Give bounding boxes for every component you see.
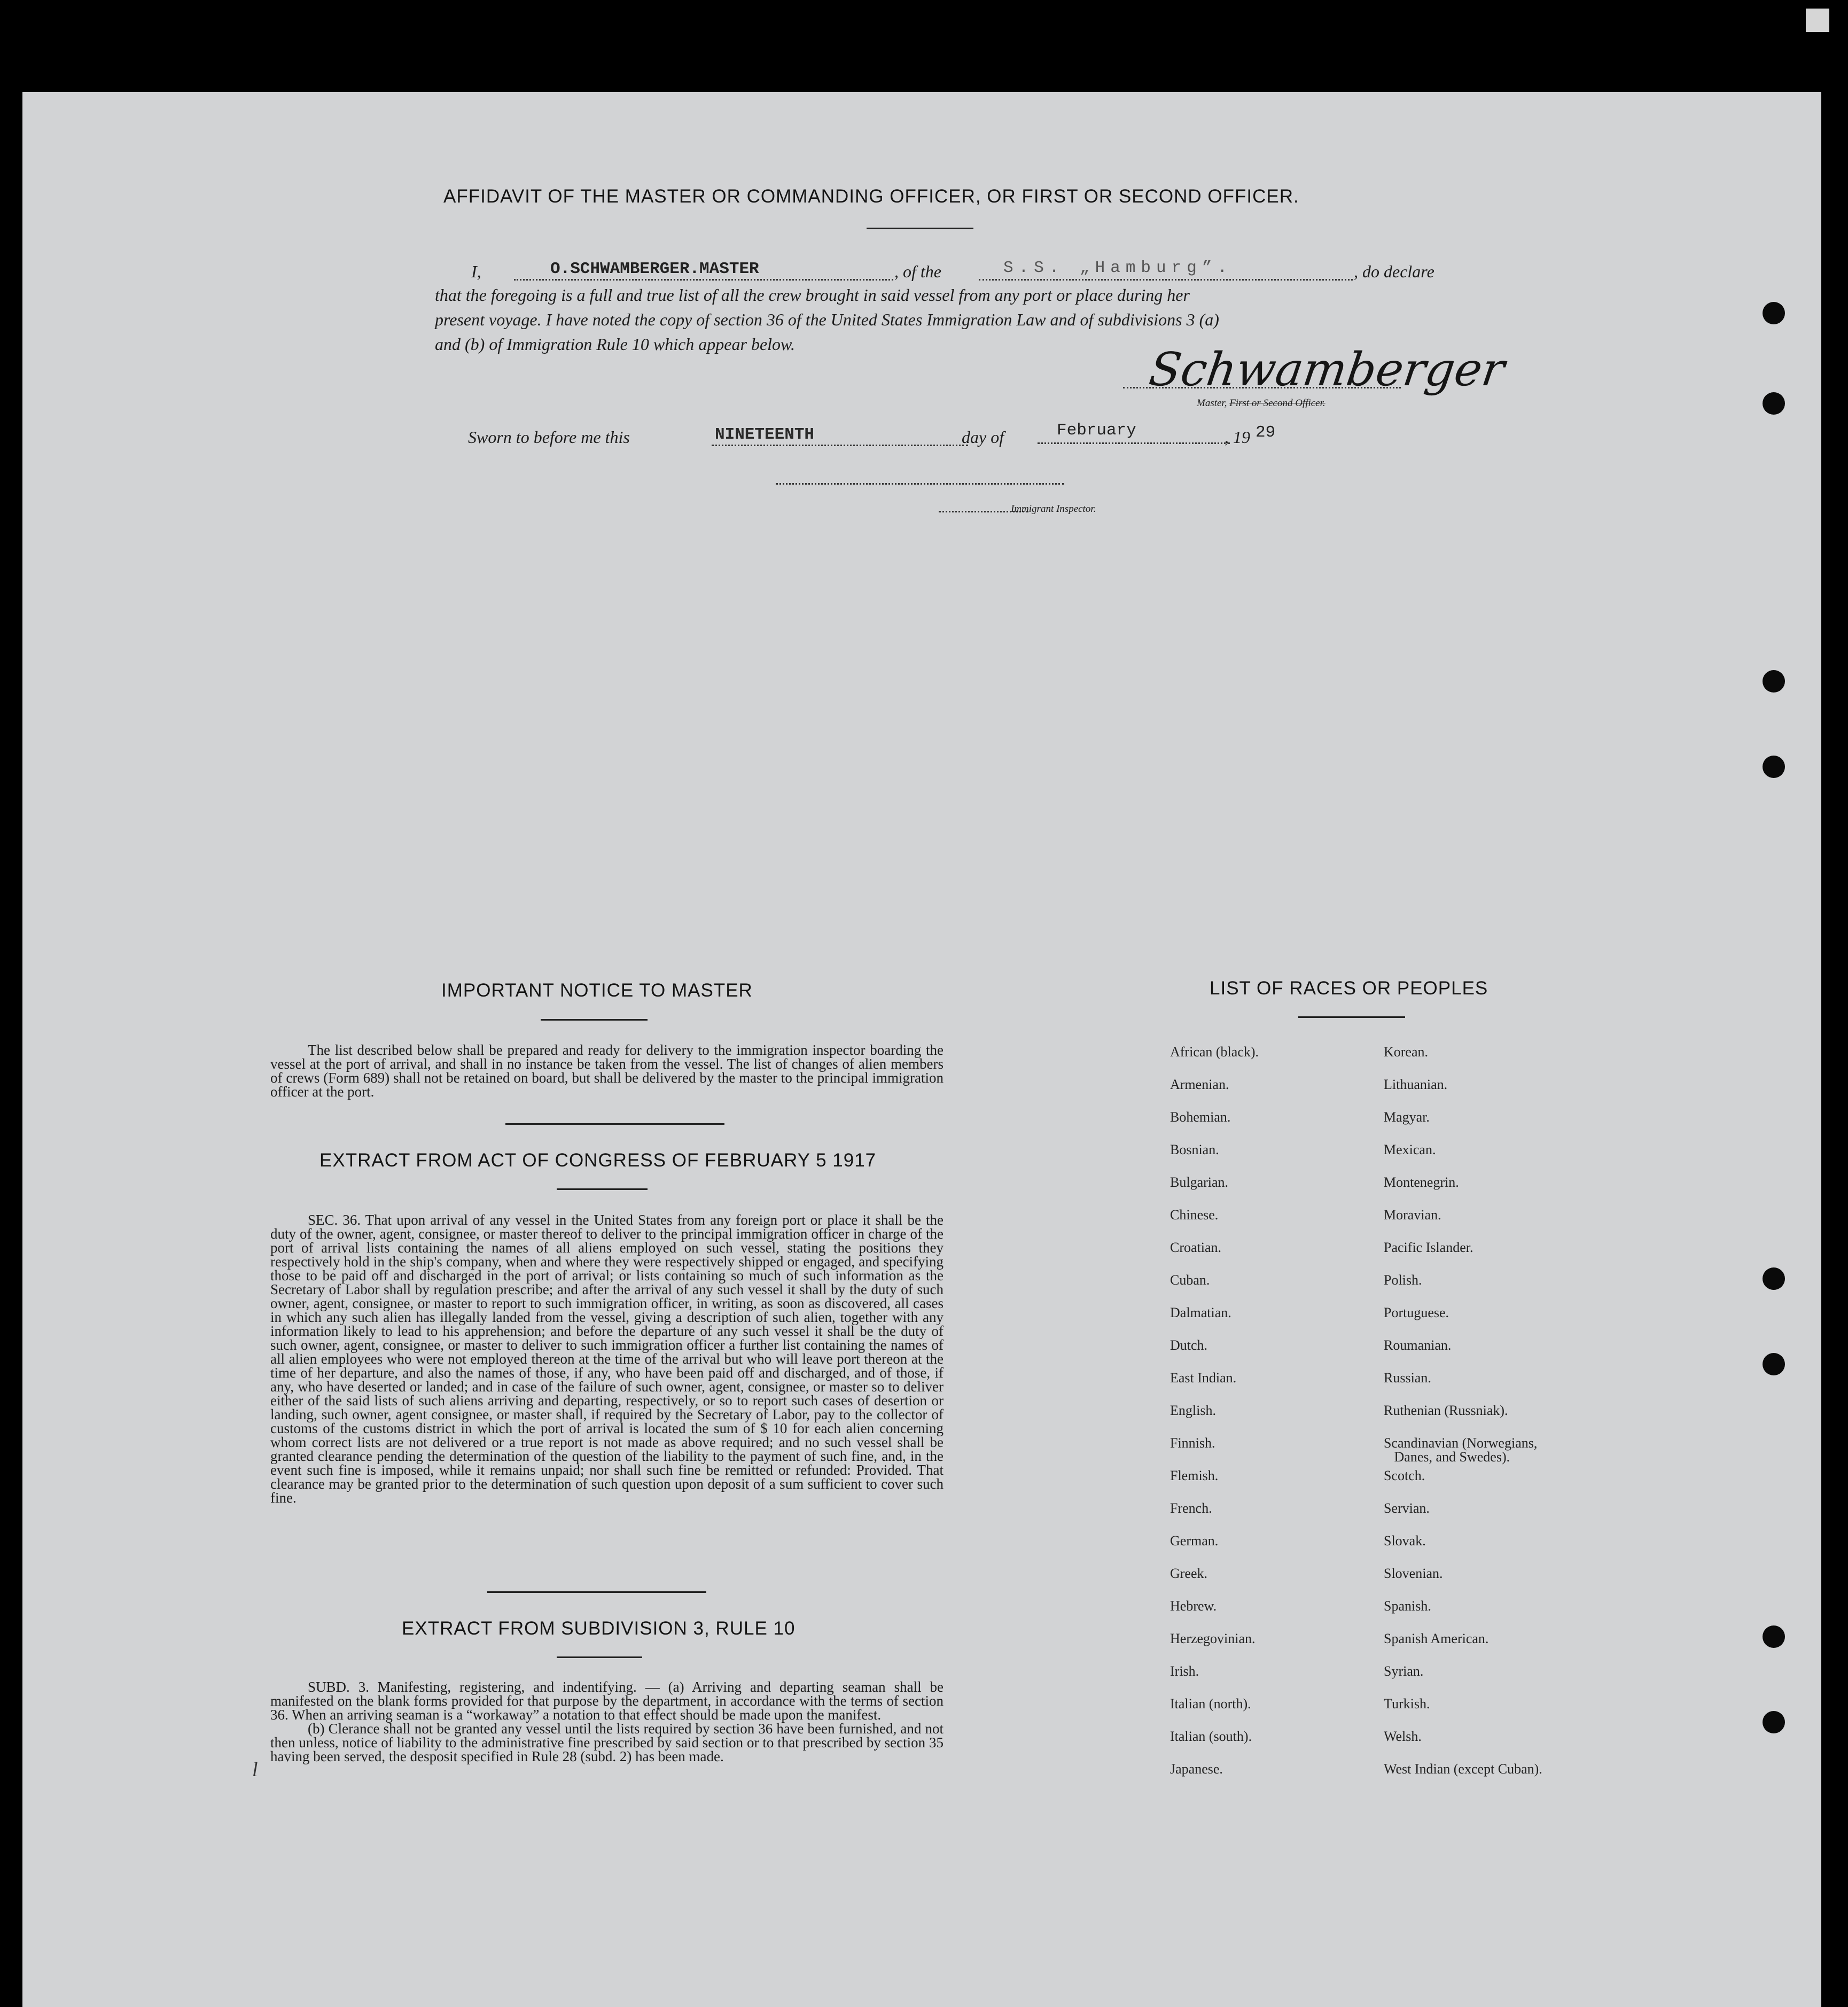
race-item: Greek.: [1170, 1566, 1208, 1581]
race-item: Ruthenian (Russniak).: [1384, 1403, 1508, 1418]
race-item: Pacific Islander.: [1384, 1240, 1473, 1255]
punch-hole: [1763, 1711, 1785, 1733]
name-line: [514, 279, 893, 281]
race-item: Dalmatian.: [1170, 1305, 1231, 1320]
sworn-prefix: Sworn to before me this: [468, 427, 630, 447]
punch-hole: [1763, 1625, 1785, 1648]
act-underline: [557, 1188, 648, 1190]
sworn-day-entry: NINETEENTH: [715, 425, 815, 444]
race-item: Italian (south).: [1170, 1729, 1252, 1744]
vessel-line: [979, 279, 1353, 281]
race-item: Flemish.: [1170, 1468, 1219, 1483]
affidavit-i-label: I,: [471, 262, 481, 281]
race-item: Chinese.: [1170, 1207, 1219, 1223]
document-page: [22, 92, 1821, 2007]
signer-caption-struck: First or Second Officer.: [1229, 398, 1325, 409]
race-item: Italian (north).: [1170, 1696, 1251, 1712]
race-item: Montenegrin.: [1384, 1174, 1459, 1190]
race-item: West Indian (except Cuban).: [1384, 1761, 1542, 1777]
affidavit-title: AFFIDAVIT OF THE MASTER OR COMMANDING OFFICER, OR FIRST OR SECOND OFFICER.: [443, 186, 1299, 207]
races-underline: [1298, 1016, 1405, 1018]
margin-mark: l: [252, 1759, 258, 1781]
race-item: Japanese.: [1170, 1761, 1223, 1777]
race-item: African (black).: [1170, 1044, 1259, 1060]
affidavit-line-3: present voyage. I have noted the copy of section 36 of the United States Immigration Law and of subdivisions 3 (a): [435, 310, 1219, 329]
race-item: Mexican.: [1384, 1142, 1436, 1157]
do-declare-label: , do declare: [1354, 262, 1434, 281]
race-item: Syrian.: [1384, 1663, 1424, 1679]
day-of-label: day of: [962, 427, 1004, 447]
punch-hole: [1763, 756, 1785, 778]
race-item: Herzegovinian.: [1170, 1631, 1256, 1646]
master-signature: Schwamberger: [1145, 343, 1508, 396]
race-item: Turkish.: [1384, 1696, 1430, 1712]
notice-paragraph: The list described below shall be prepared and ready for delivery to the immigration inspector boarding the vessel at the port of arrival, and shall in no instance be taken from the vessel. The list of changes of alien members of crews (Form 689) shall not be retained on board, but shall be delivered by the master to the principal immigration officer at the port.: [270, 1042, 944, 1100]
race-item: Portuguese.: [1384, 1305, 1449, 1320]
race-item: Slovenian.: [1384, 1566, 1443, 1581]
race-item: Croatian.: [1170, 1240, 1222, 1255]
race-item: English.: [1170, 1403, 1216, 1418]
race-item: Polish.: [1384, 1272, 1422, 1288]
registration-mark: [1806, 9, 1829, 32]
notice-text: [270, 1043, 944, 1099]
notice-title: IMPORTANT NOTICE TO MASTER: [441, 980, 753, 1001]
title-underline: [867, 228, 973, 229]
act-title: EXTRACT FROM ACT OF CONGRESS OF FEBRUARY 5 1917: [319, 1150, 877, 1171]
race-item: Scotch.: [1384, 1468, 1425, 1483]
race-item: Moravian.: [1384, 1207, 1441, 1223]
punch-hole: [1763, 670, 1785, 693]
race-item: Russian.: [1384, 1370, 1431, 1386]
rule-paragraph-a: SUBD. 3. Manifesting, registering, and indentifying. — (a) Arriving and departing seaman shall be manifested on the blank forms provided for that purpose by the department, in accordance with the terms of section 36. When an arriving seaman is a “workaway” a notation to that effect should be made upon the manifest.: [270, 1679, 944, 1723]
sworn-month-line: [1038, 442, 1230, 444]
race-item: Servian.: [1384, 1500, 1430, 1516]
inspector-signature-line: [776, 483, 1064, 485]
race-item: Magyar.: [1384, 1109, 1430, 1125]
act-divider: [487, 1591, 706, 1593]
act-paragraph: SEC. 36. That upon arrival of any vessel in the United States from any foreign port or place it shall be the duty of the owner, agent, consignee, or master thereof to deliver to the principal immigration officer in charge of the port of arrival lists containing the names of all aliens employed on such vessel, stating the positions they respectively hold in the ship's company, when and where they were respectively shipped or engaged, and specifying those to be paid off and discharged in the port of arrival; or lists containing so much of such information as the Secretary of Labor shall by regulation prescribe; and after the arrival of any such vessel it shall by the duty of such owner, agent, consignee, or master to report to such immigration officer, in writing, as soon as discovered, all cases in which any such alien has illegally landed from the vessel, giving a description of such alien, together with any information likely to lead to his apprehension; and before the departure of any such vessel it shall be the duty of such owner, agent, consignee, or master to deliver to such immigration officer a further list containing the names of all alien employees who were not employed thereon at the time of the arrival but who will leave port thereon at the time of her departure, and also the names of those, if any, who have been paid off and discharged, and of those, if any, who have deserted or landed; and in case of the failure of such owner, agent, consignee, or master so to deliver either of the said lists of such aliens arriving and departing, respectively, or so to report such cases of desertion or landing, such owner, agent consignee, or master shall, if required by the Secretary of Labor, pay to the collector of customs of the customs district in which the port of arrival is located the sum of $ 10 for each alien concerning whom correct lists are not delivered or a true report is not made as above required; and no such vessel shall be granted clearance pending the determination of the question of the liability to the payment of such fine, and, in the event such fine is imposed, while it remains unpaid; nor shall such fine be remitted or refunded: Provided. That clearance may be granted prior to the determination of such question upon deposit of a sum sufficient to cover such fine.: [270, 1212, 944, 1506]
race-item: Irish.: [1170, 1663, 1199, 1679]
race-item: Slovak.: [1384, 1533, 1426, 1549]
race-item: Hebrew.: [1170, 1598, 1217, 1614]
race-item: Roumanian.: [1384, 1337, 1452, 1353]
race-item: Scandinavian (Norwegians, Danes, and Swedes).: [1384, 1435, 1538, 1465]
race-item: Spanish American.: [1384, 1631, 1489, 1646]
inspector-caption: Immigrant Inspector.: [1011, 503, 1096, 515]
race-item: Bosnian.: [1170, 1142, 1219, 1157]
race-item: Bulgarian.: [1170, 1174, 1229, 1190]
master-name-entry: O.SCHWAMBERGER.MASTER: [550, 260, 759, 278]
sworn-month-entry: February: [1057, 421, 1136, 440]
punch-hole: [1763, 392, 1785, 415]
affidavit-line-4: and (b) of Immigration Rule 10 which appear below.: [435, 334, 795, 354]
races-title: LIST OF RACES OR PEOPLES: [1210, 978, 1488, 999]
race-item: Finnish.: [1170, 1435, 1215, 1451]
race-item: Bohemian.: [1170, 1109, 1231, 1125]
race-item: German.: [1170, 1533, 1219, 1549]
rule-underline: [557, 1656, 642, 1658]
vessel-entry: S.S. „Hamburg”.: [1003, 259, 1233, 277]
sworn-day-line: [712, 445, 968, 446]
year-prefix: , 19: [1225, 427, 1250, 447]
notice-divider: [505, 1123, 724, 1125]
race-item: Korean.: [1384, 1044, 1429, 1060]
race-item: Welsh.: [1384, 1729, 1422, 1744]
rule-text: [270, 1680, 944, 1763]
year-entry: 29: [1256, 423, 1276, 442]
race-item: East Indian.: [1170, 1370, 1237, 1386]
rule-paragraph-b: (b) Clerance shall not be granted any vessel until the lists required by section 36 have been furnished, and not then unless, notice of liability to the administrative fine prescribed by said section or to that prescribed by section 35 having been served, the desposit specified in Rule 28 (subd. 2) has been made.: [270, 1721, 944, 1764]
punch-hole: [1763, 302, 1785, 324]
rule-title: EXTRACT FROM SUBDIVISION 3, RULE 10: [402, 1618, 796, 1639]
race-item: Dutch.: [1170, 1337, 1208, 1353]
affidavit-line-2: that the foregoing is a full and true list of all the crew brought in said vessel from any port or place during her: [435, 285, 1190, 305]
race-item: French.: [1170, 1500, 1212, 1516]
race-item: Cuban.: [1170, 1272, 1210, 1288]
punch-hole: [1763, 1267, 1785, 1290]
signature-line: [1123, 387, 1401, 388]
punch-hole: [1763, 1353, 1785, 1375]
race-item: Lithuanian.: [1384, 1077, 1448, 1092]
act-text: [270, 1213, 944, 1505]
race-item: Spanish.: [1384, 1598, 1431, 1614]
of-the-label: , of the: [894, 262, 941, 281]
signer-caption: [1197, 398, 1325, 409]
signer-caption-master: Master,: [1197, 398, 1227, 409]
race-item: Armenian.: [1170, 1077, 1229, 1092]
notice-underline: [541, 1019, 648, 1021]
